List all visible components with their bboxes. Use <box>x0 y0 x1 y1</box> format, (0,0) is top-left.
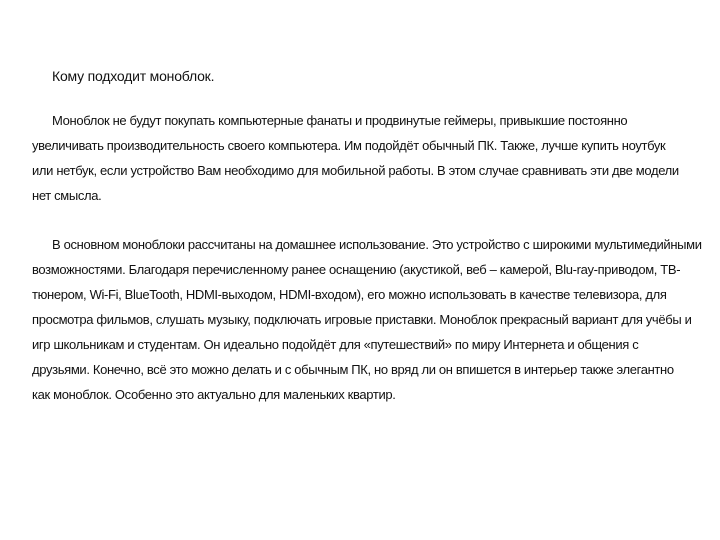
document-heading: Кому подходит моноблок. <box>52 68 215 84</box>
paragraph-line: или нетбук, если устройство Вам необходимо для мобильной работы. В этом случае сравнивать эти две модели <box>32 163 679 178</box>
paragraph-line: нет смысла. <box>32 188 102 203</box>
paragraph-line: В основном моноблоки рассчитаны на домашнее использование. Это устройство с широкими мультимедийными <box>52 237 702 252</box>
paragraph-1 <box>32 108 697 208</box>
paragraph-line: Моноблок не будут покупать компьютерные фанаты и продвинутые геймеры, привыкшие постоянно <box>52 113 628 128</box>
paragraph-line: как моноблок. Особенно это актуально для маленьких квартир. <box>32 387 396 402</box>
paragraph-line: просмотра фильмов, слушать музыку, подключать игровые приставки. Моноблок прекрасный вариант для учёбы и <box>32 312 692 327</box>
paragraph-line: тюнером, Wi-Fi, BlueTooth, HDMI-выходом, HDMI-входом), его можно использовать в качестве телевизора, для <box>32 287 667 302</box>
paragraph-line: возможностями. Благодаря перечисленному ранее оснащению (акустикой, веб – камерой, Blu-ray-приводом, ТВ- <box>32 262 681 277</box>
document-body <box>32 64 702 431</box>
paragraph-line: увеличивать производительность своего компьютера. Им подойдёт обычный ПК. Также, лучше купить ноутбук <box>32 138 666 153</box>
paragraph-2 <box>32 232 702 407</box>
paragraph-line: друзьями. Конечно, всё это можно делать и с обычным ПК, но вряд ли он впишется в интерьер также элегантно <box>32 362 674 377</box>
paragraph-line: игр школьникам и студентам. Он идеально подойдёт для «путешествий» по миру Интернета и общения с <box>32 337 639 352</box>
